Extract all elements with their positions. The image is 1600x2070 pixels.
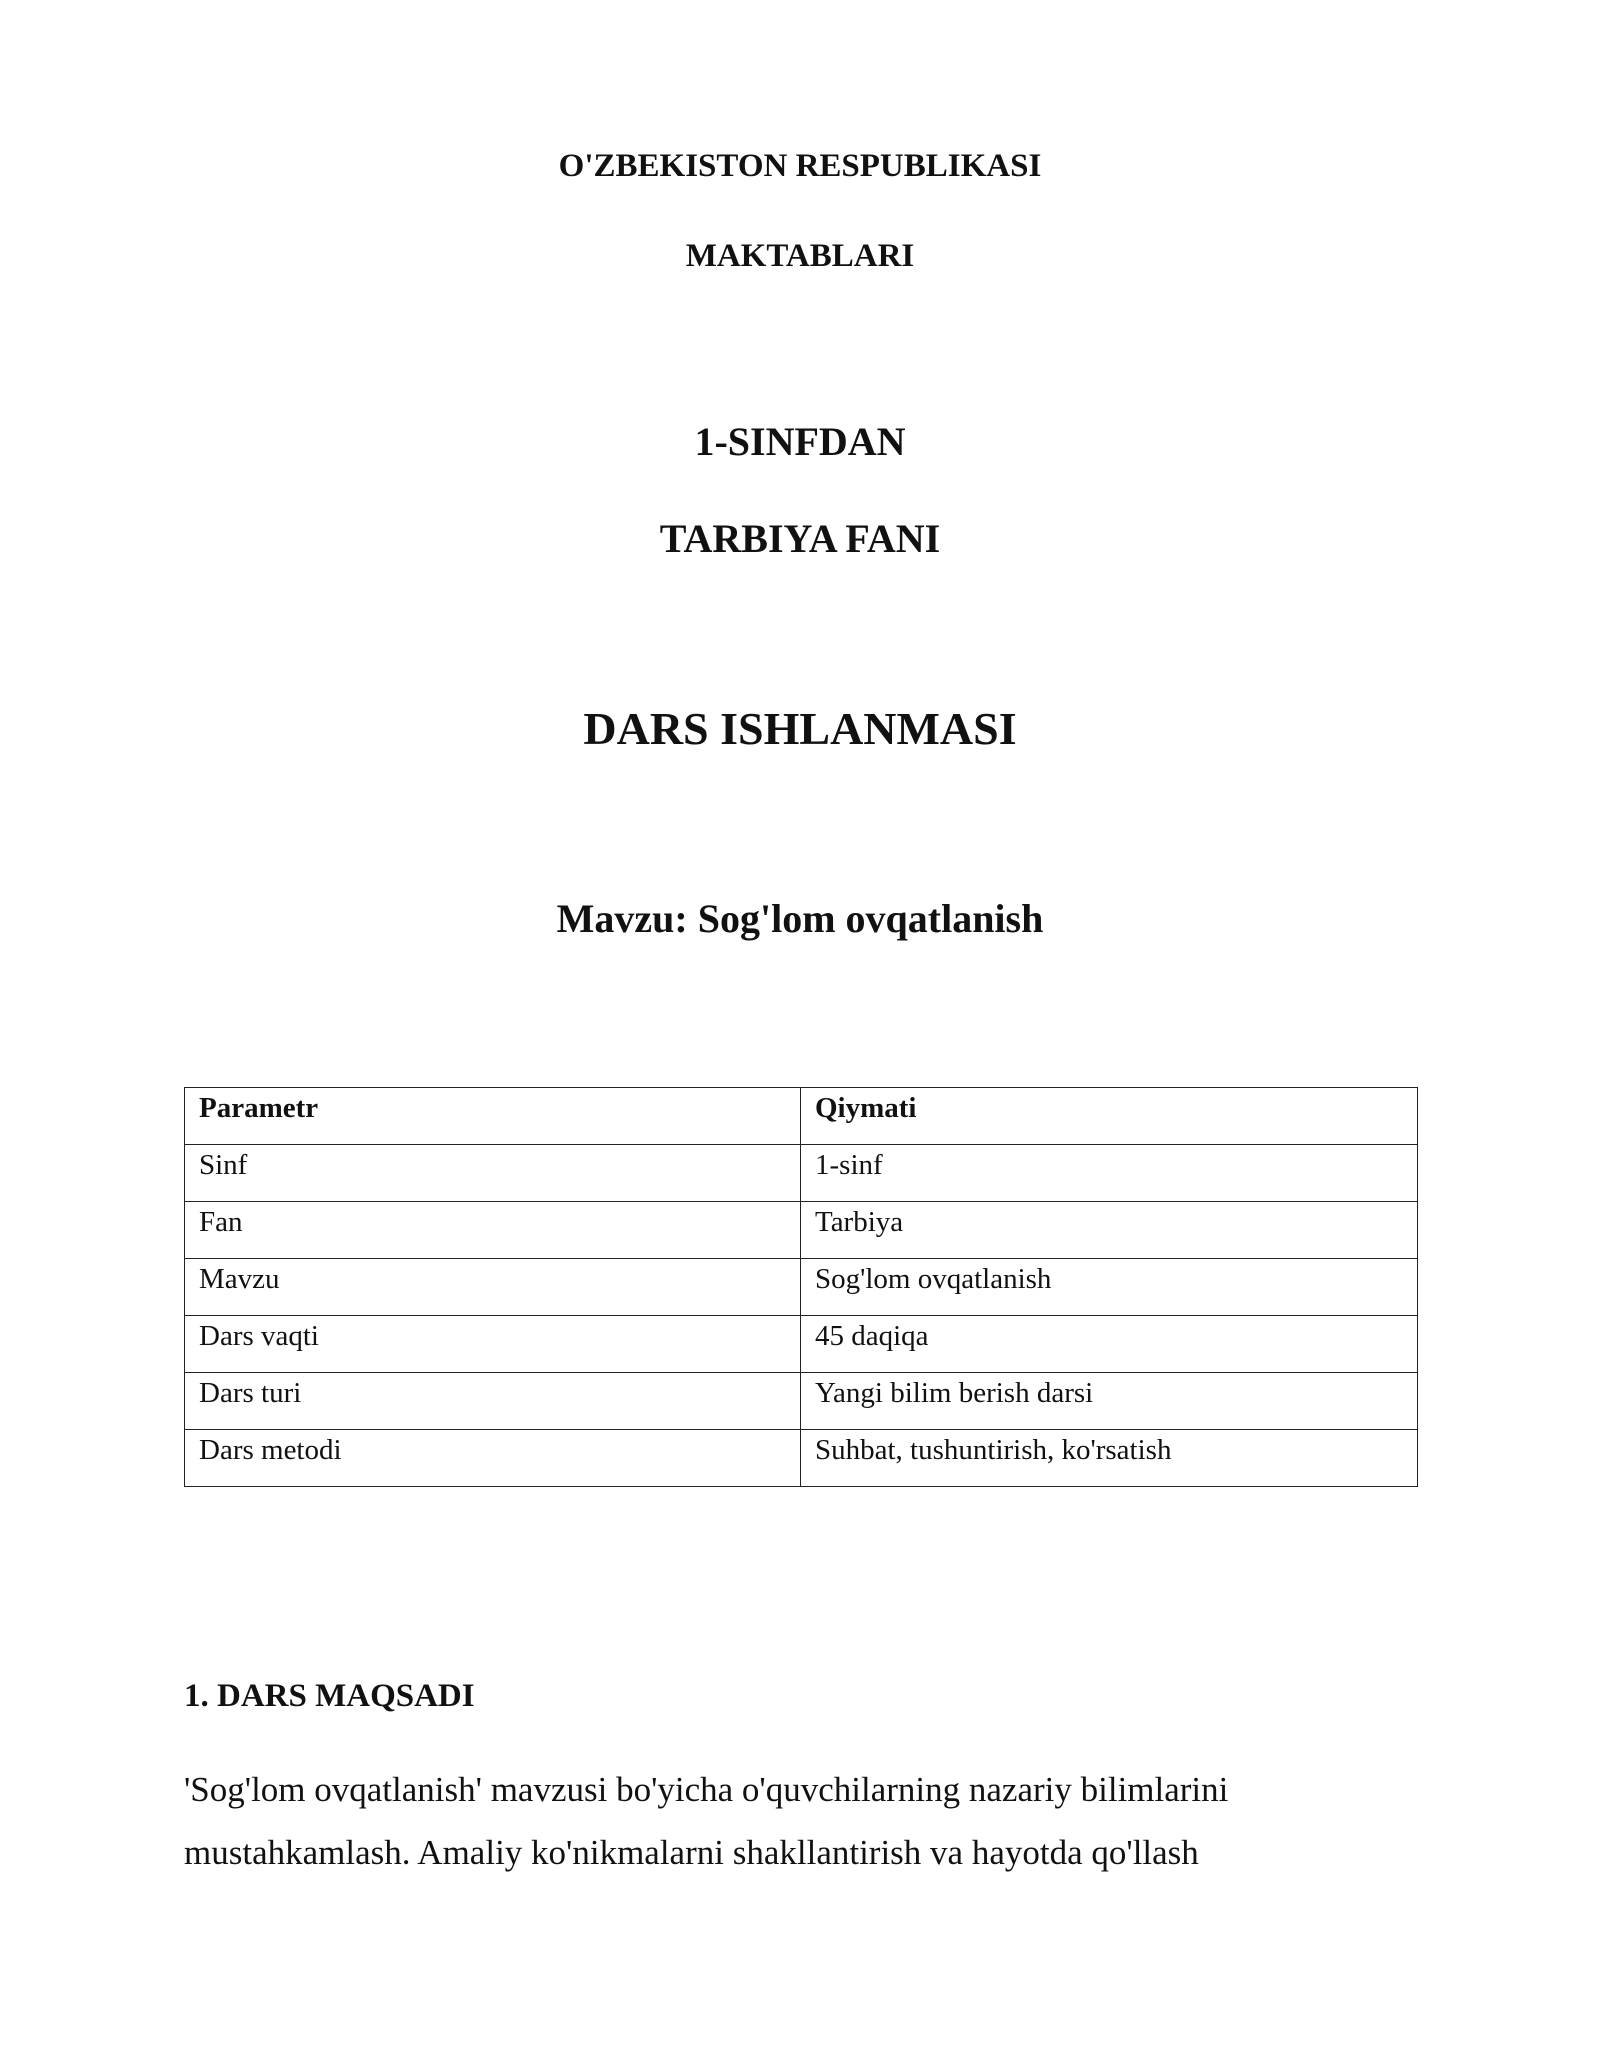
table-header-row — [185, 1088, 1418, 1145]
table-row — [185, 1202, 1418, 1259]
table-cell: Dars vaqti — [185, 1316, 801, 1373]
lesson-info-table — [184, 1087, 1418, 1487]
table-cell: Yangi bilim berish darsi — [801, 1373, 1418, 1430]
paragraph-line: 'Sog'lom ovqatlanish' mavzusi bo'yicha o'quvchilarning nazariy bilimlarini — [184, 1770, 1229, 1809]
table-cell: Dars metodi — [185, 1430, 801, 1487]
table-header-cell: Qiymati — [801, 1088, 1418, 1145]
table-cell: Fan — [185, 1202, 801, 1259]
paragraph-line: mustahkamlash. Amaliy ko'nikmalarni shakllantirish va hayotda qo'llash — [184, 1833, 1199, 1872]
subject-heading: TARBIYA FANI — [659, 516, 941, 561]
table-row — [185, 1430, 1418, 1487]
table-cell: Sinf — [185, 1145, 801, 1202]
table-row — [185, 1373, 1418, 1430]
table-row — [185, 1259, 1418, 1316]
table-cell: Dars turi — [185, 1373, 801, 1430]
section-paragraph — [184, 1758, 1424, 1884]
table-cell: 45 daqiqa — [801, 1316, 1418, 1373]
organization-subtitle: MAKTABLARI — [685, 238, 915, 274]
section-heading: 1. DARS MAQSADI — [184, 1678, 475, 1714]
table-cell: Mavzu — [185, 1259, 801, 1316]
table-row — [185, 1316, 1418, 1373]
grade-heading: 1-SINFDAN — [694, 419, 906, 464]
table-cell: Suhbat, tushuntirish, ko'rsatish — [801, 1430, 1418, 1487]
table-row — [185, 1145, 1418, 1202]
table-cell: 1-sinf — [801, 1145, 1418, 1202]
organization-name: O'ZBEKISTON RESPUBLIKASI — [558, 148, 1042, 184]
table-cell: Sog'lom ovqatlanish — [801, 1259, 1418, 1316]
document-title: DARS ISHLANMASI — [583, 703, 1017, 754]
table-header-cell: Parametr — [185, 1088, 801, 1145]
table-cell: Tarbiya — [801, 1202, 1418, 1259]
topic-heading: Mavzu: Sog'lom ovqatlanish — [556, 896, 1044, 941]
